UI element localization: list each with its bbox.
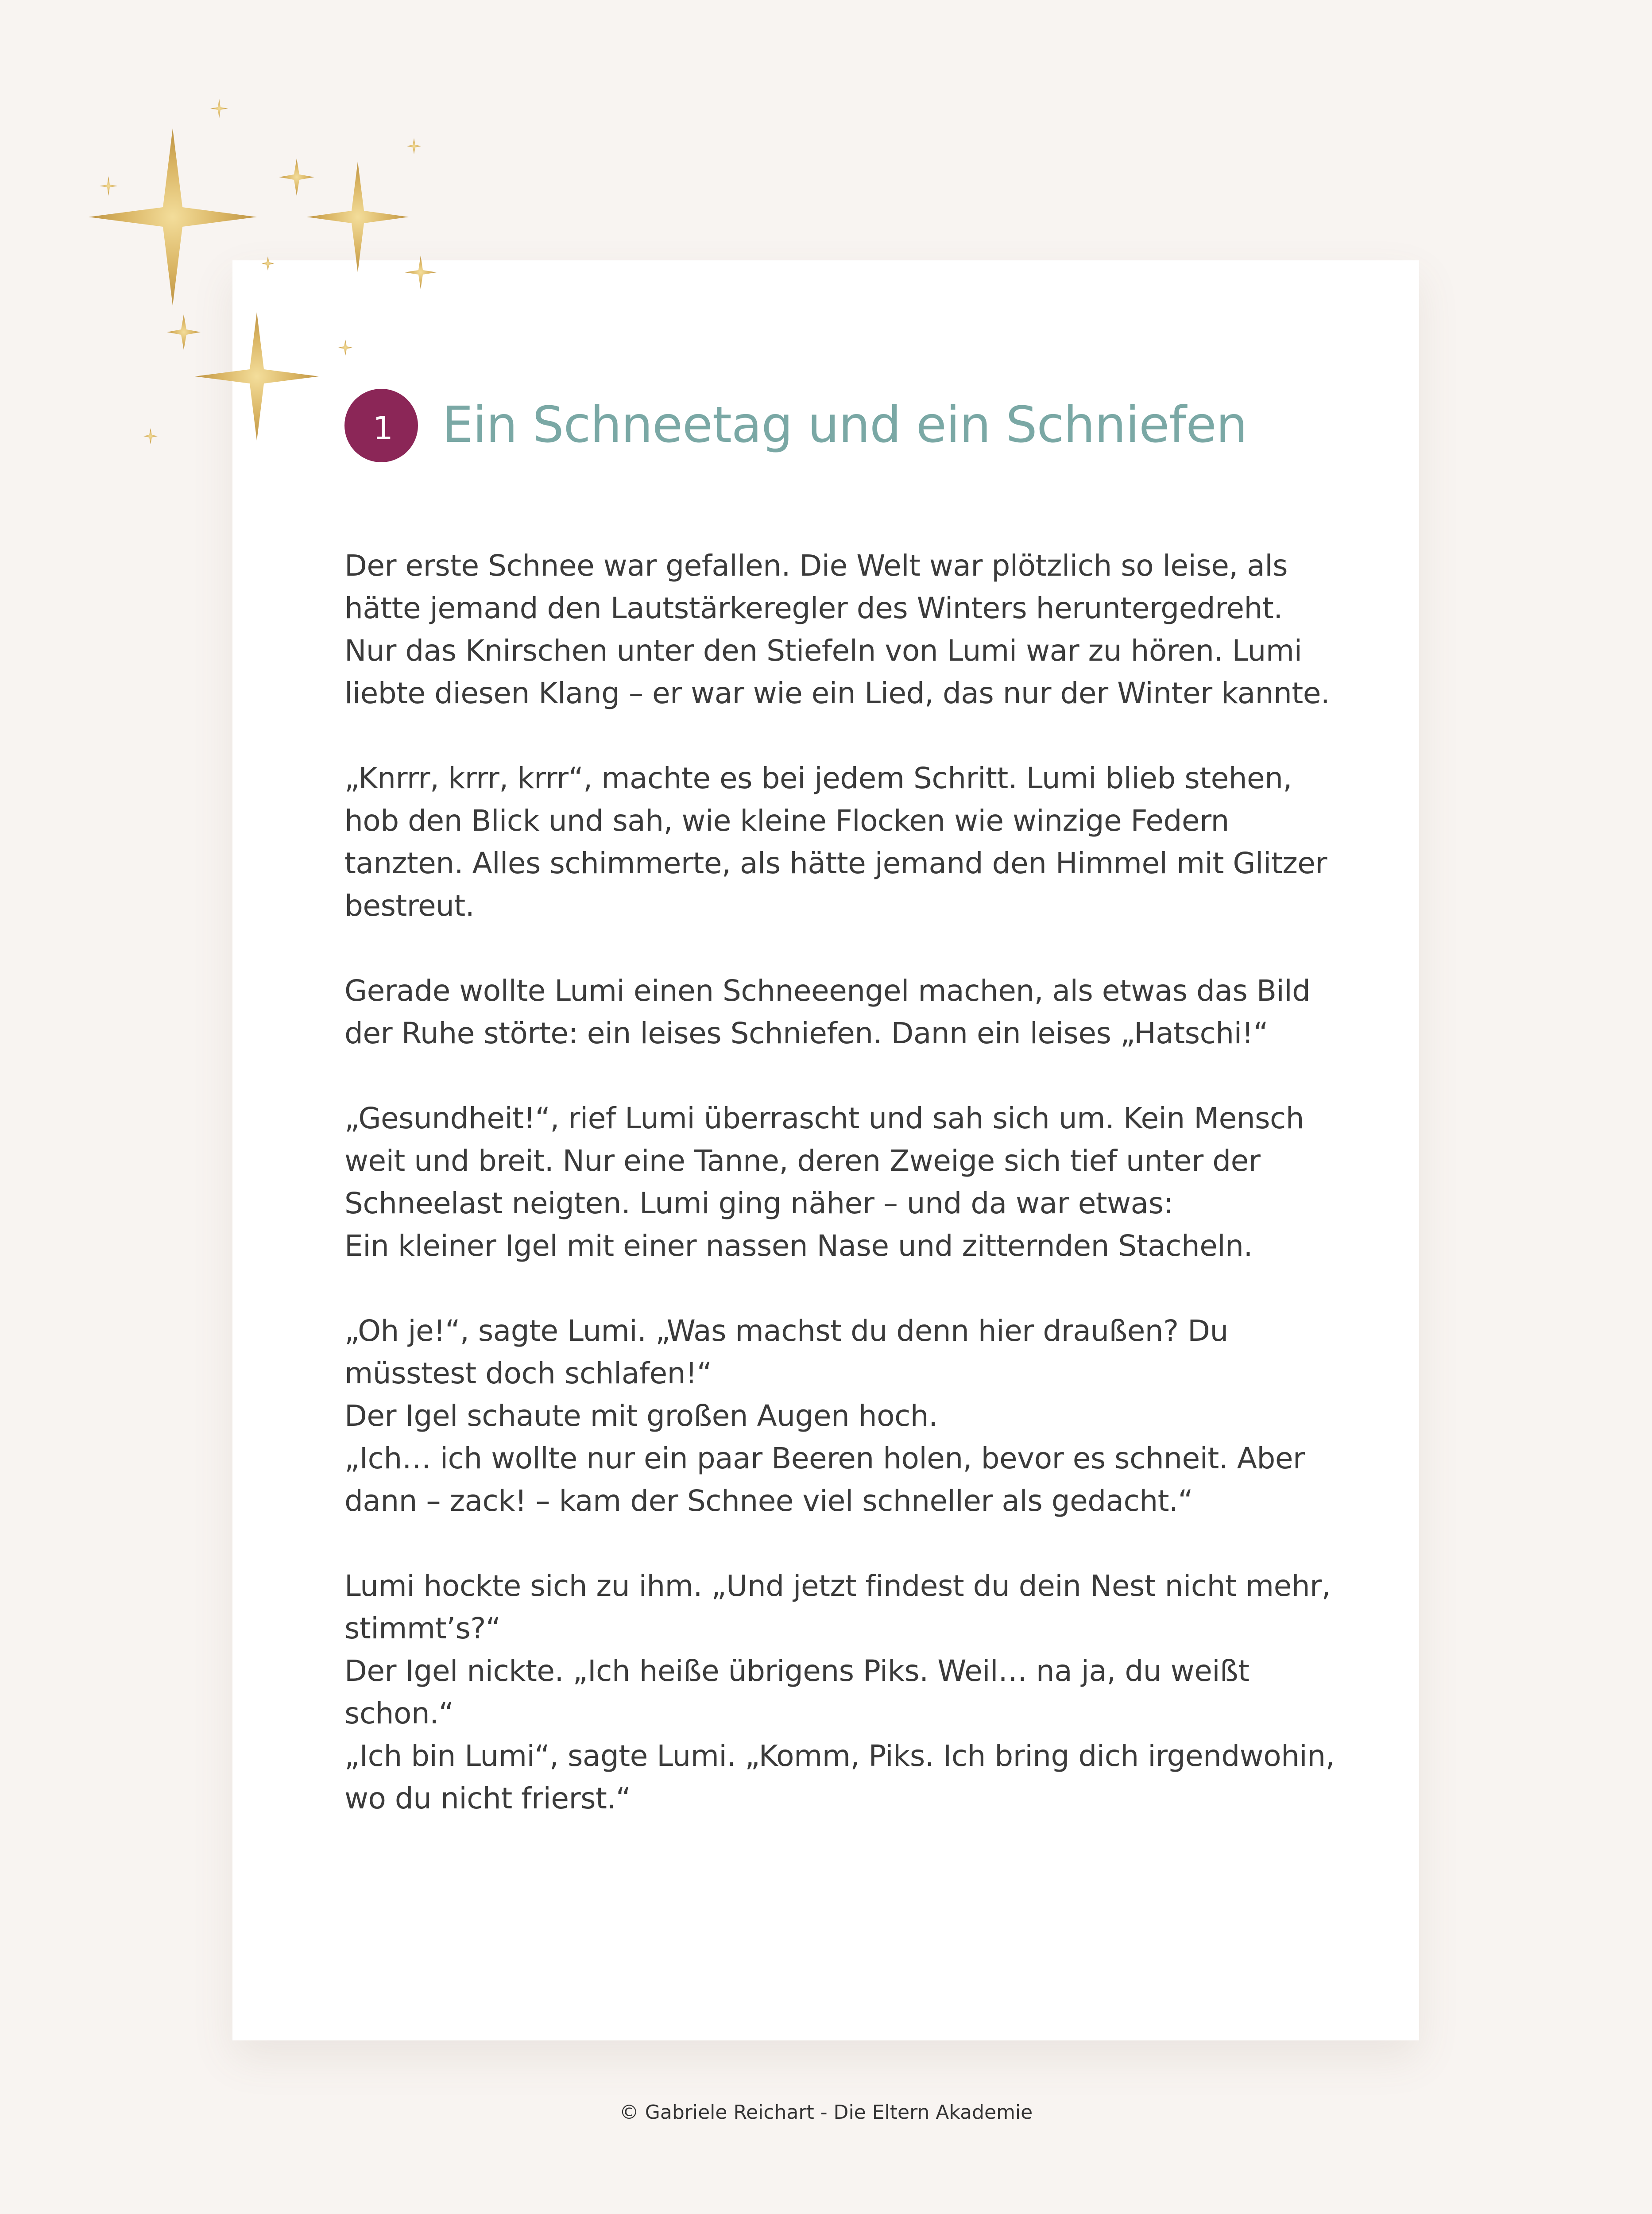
story-line: Schneelast neigten. Lumi ging näher – und da war etwas: [344, 1186, 1173, 1220]
story-line: der Ruhe störte: ein leises Schniefen. Dann ein leises „Hatschi!“ [344, 1016, 1269, 1050]
chapter-title: Ein Schneetag und ein Schniefen [442, 396, 1247, 454]
story-line: schon.“ [344, 1696, 454, 1730]
story-line: wo du nicht frierst.“ [344, 1781, 631, 1815]
sparkle-star-icon [143, 428, 158, 444]
chapter-number-badge [344, 389, 418, 462]
story-line: „Gesundheit!“, rief Lumi überrascht und sah sich um. Kein Mensch [344, 1101, 1304, 1135]
story-paragraph-4 [344, 1097, 1336, 1267]
story-line: „Oh je!“, sagte Lumi. „Was machst du denn hier draußen? Du [344, 1314, 1228, 1348]
sparkle-star-icon [167, 314, 201, 350]
story-paragraph-3 [344, 970, 1336, 1055]
story-line: müsstest doch schlafen!“ [344, 1356, 712, 1390]
story-line: dann – zack! – kam der Schnee viel schneller als gedacht.“ [344, 1484, 1193, 1518]
sparkle-star-icon [279, 159, 314, 196]
story-text [344, 545, 1336, 1862]
sparkle-star-icon [338, 340, 352, 356]
story-line: Gerade wollte Lumi einen Schneeengel machen, als etwas das Bild [344, 974, 1311, 1008]
story-paragraph-6 [344, 1565, 1336, 1820]
story-paragraph-2 [344, 757, 1336, 927]
story-line: „Knrrr, krrr, krrr“, machte es bei jedem Schritt. Lumi blieb stehen, [344, 761, 1292, 795]
sparkle-star-icon [210, 99, 228, 118]
story-line: Nur das Knirschen unter den Stiefeln von Lumi war zu hören. Lumi [344, 634, 1302, 668]
sparkle-star-icon [100, 176, 117, 196]
sparkle-star-icon [405, 255, 437, 289]
story-line: „Ich… ich wollte nur ein paar Beeren holen, bevor es schneit. Aber [344, 1441, 1305, 1475]
sparkle-star-icon [89, 128, 257, 306]
story-line: Der Igel schaute mit großen Augen hoch. [344, 1399, 938, 1433]
story-line: bestreut. [344, 889, 475, 923]
story-line: hob den Blick und sah, wie kleine Flocken wie winzige Federn [344, 804, 1229, 838]
sparkle-star-icon [195, 312, 319, 441]
story-line: liebte diesen Klang – er war wie ein Lied, das nur der Winter kannte. [344, 676, 1330, 710]
sparkle-star-icon [262, 256, 274, 271]
story-line: Der erste Schnee war gefallen. Die Welt war plötzlich so leise, als [344, 549, 1288, 583]
story-paragraph-1 [344, 545, 1336, 715]
chapter-number: 1 [373, 410, 393, 447]
story-line: Der Igel nickte. „Ich heiße übrigens Piks. Weil… na ja, du weißt [344, 1654, 1250, 1688]
story-line: stimmt’s?“ [344, 1611, 501, 1645]
story-line: Ein kleiner Igel mit einer nassen Nase und zitternden Stacheln. [344, 1229, 1253, 1263]
story-line: weit und breit. Nur eine Tanne, deren Zweige sich tief unter der [344, 1144, 1261, 1178]
copyright-footer: © Gabriele Reichart - Die Eltern Akademie [619, 2101, 1033, 2124]
sparkle-star-icon [307, 162, 409, 272]
story-line: hätte jemand den Lautstärkeregler des Winters heruntergedreht. [344, 591, 1283, 625]
story-paragraph-5 [344, 1310, 1336, 1522]
story-line: Lumi hockte sich zu ihm. „Und jetzt findest du dein Nest nicht mehr, [344, 1569, 1331, 1603]
story-line: „Ich bin Lumi“, sagte Lumi. „Komm, Piks. Ich bring dich irgendwohin, [344, 1739, 1335, 1773]
story-line: tanzten. Alles schimmerte, als hätte jemand den Himmel mit Glitzer [344, 846, 1327, 880]
sparkle-star-icon [407, 138, 421, 154]
